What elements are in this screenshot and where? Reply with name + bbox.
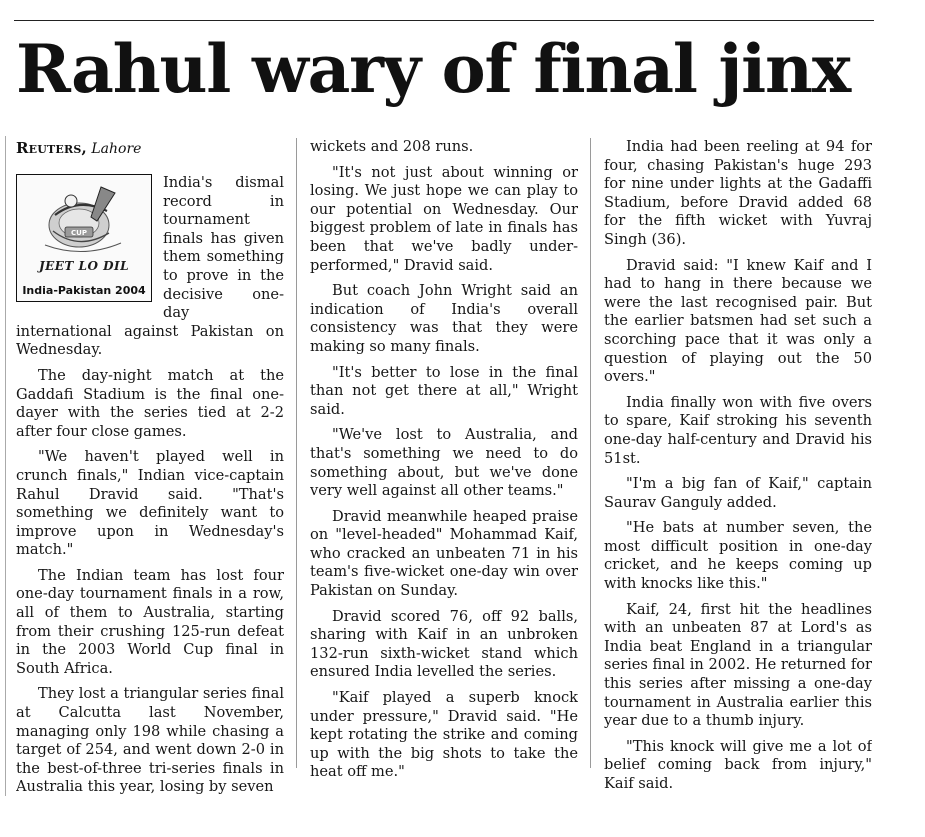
paragraph: India had been reeling at 94 for four, chasing Pakistan's huge 293 for nine under lights at the Gadaffi Stadium, before Dravid added 68 for the fifth wicket with Yuvraj Singh (36).	[604, 138, 872, 248]
paragraph: "We've lost to Australia, and that's something we need to do something about, but we've done very well against all other teams."	[310, 426, 578, 500]
logo-wordmark: JEET LO DIL	[38, 259, 130, 273]
paragraph: Kaif, 24, first hit the headlines with an unbeaten 87 at Lord's as India beat England in a triangular series final in 2002. He returned for this series after missing a one-day tournament in Australia earlier this year due to a thumb injury.	[604, 600, 872, 730]
paragraph: "I'm a big fan of Kaif," captain Saurav Ganguly added.	[604, 475, 872, 511]
column-3-text	[604, 138, 872, 794]
byline-location: Lahore	[91, 141, 142, 157]
logo-badge-text: CUP	[71, 229, 87, 237]
paragraph: They lost a triangular series final at Calcutta last November, managing only 198 while chasing a target of 254, and went down 2-0 in the best-of-three tri-series finals in Australia this year, losing by seven	[16, 685, 284, 796]
paragraph: "It's not just about winning or losing. We just hope we can play to our potential on Wednesday. Our biggest problem of late in finals has been that we've badly under-performed," Dravid said.	[310, 163, 578, 274]
series-logo	[16, 174, 152, 302]
paragraph: "It's better to lose in the final than not get there at all," Wright said.	[310, 363, 578, 418]
top-rule	[14, 20, 874, 21]
column-rule-1	[296, 138, 297, 768]
headline: Rahul wary of final jinx	[16, 30, 850, 108]
cricket-cup-logo-icon	[35, 181, 131, 261]
paragraph: But coach John Wright said an indication of India's overall consistency was that they were making so many finals.	[310, 282, 578, 355]
byline-agency: Reuters,	[16, 139, 87, 157]
paragraph: "He bats at number seven, the most difficult position in one-day cricket, and he keeps coming up with knocks like this."	[604, 519, 872, 593]
article-column-3	[604, 138, 872, 798]
paragraph: India's dismal record in tournament finals has given them something to prove in the decisive one-day international against Pakistan on Wednesday.	[16, 174, 284, 359]
paragraph: Dravid meanwhile heaped praise on "level-headed" Mohammad Kaif, who cracked an unbeaten 71 in his team's five-wicket one-day win over Pakistan on Sunday.	[310, 507, 578, 600]
paragraph: The day-night match at the Gaddafi Stadium is the final one-dayer with the series tied at 2-2 after four close games.	[16, 366, 284, 440]
paragraph: "We haven't played well in crunch finals," Indian vice-captain Rahul Dravid said. "That's something we definitely want to improve upon in Wednesday's match."	[16, 448, 284, 559]
article-column-2	[310, 138, 578, 798]
page-edge-rule	[5, 136, 6, 796]
paragraph: India finally won with five overs to spare, Kaif stroking his seventh one-day half-century and Dravid his 51st.	[604, 393, 872, 467]
paragraph: "Kaif played a superb knock under pressure," Dravid said. "He kept rotating the strike and coming up with the big shots to take the heat off me."	[310, 689, 578, 781]
paragraph: "This knock will give me a lot of belief coming back from injury," Kaif said.	[604, 737, 872, 792]
column-rule-2	[590, 138, 591, 768]
column-2-text	[310, 138, 578, 782]
paragraph: Dravid said: "I knew Kaif and I had to hang in there because we were the last recognised pair. But the earlier batsmen had set such a scorching pace that it was only a question of playing out the 50 overs."	[604, 256, 872, 386]
column-1-text	[16, 138, 284, 797]
paragraph: Dravid scored 76, off 92 balls, sharing with Kaif in an unbroken 132-run sixth-wicket stand which ensured India levelled the series.	[310, 607, 578, 681]
paragraph: The Indian team has lost four one-day tournament finals in a row, all of them to Australia, starting from their crushing 125-run defeat in the 2003 World Cup final in South Africa.	[16, 566, 284, 677]
logo-caption: India-Pakistan 2004	[22, 284, 146, 297]
article-column-1	[16, 138, 284, 798]
paragraph-continuation: wickets and 208 runs.	[310, 138, 474, 155]
